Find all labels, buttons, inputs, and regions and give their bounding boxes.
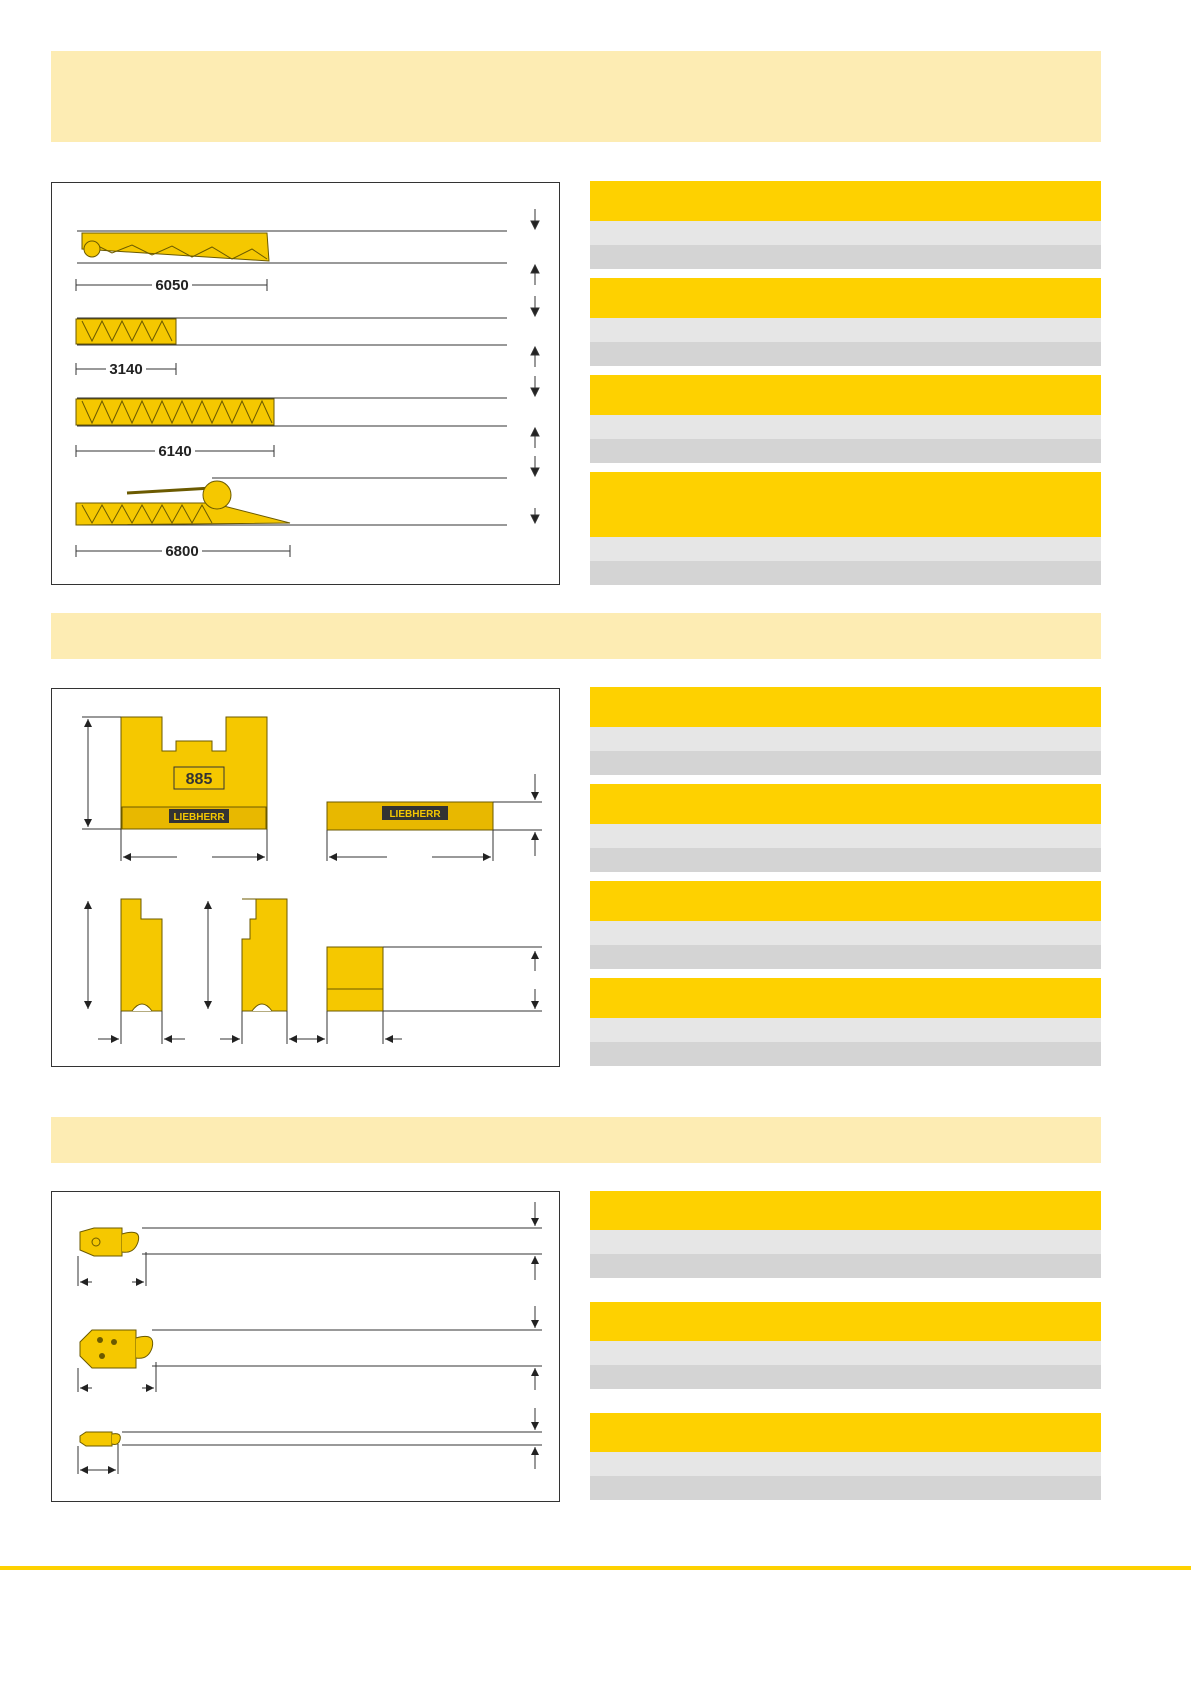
- hook-table-3-header: [590, 1413, 1101, 1452]
- hook-table-2-header: [590, 1302, 1101, 1341]
- boom-table-1-row-1: [590, 221, 1101, 245]
- counterweight-drawing-panel: [51, 688, 560, 1067]
- cw-table-3-row-2: [590, 945, 1101, 969]
- dim-6050: 6050: [155, 277, 189, 294]
- hook-block-drawing-panel: [51, 1191, 560, 1502]
- hook-block-small: [78, 1408, 542, 1474]
- cw-table-2-row-2: [590, 848, 1101, 872]
- cw-table-3-row-1: [590, 921, 1101, 945]
- hook-table-1-row-1: [590, 1230, 1101, 1254]
- hook-table-3-row-2: [590, 1476, 1101, 1500]
- cw-table-4-row-1: [590, 1018, 1101, 1042]
- dim-6800: 6800: [165, 543, 199, 560]
- counterweight-flat: [327, 774, 542, 861]
- counterweight-side-profiles: [84, 899, 542, 1044]
- cw-table-2-header: [590, 784, 1101, 824]
- hook-block-band: [51, 1117, 1101, 1163]
- hook-block-spec-tables: [590, 1191, 1101, 1500]
- boom-table-2-row-2: [590, 342, 1101, 366]
- boom-table-4-header: [590, 472, 1101, 537]
- boom-table-2-row-1: [590, 318, 1101, 342]
- boom-luffing-section: [76, 478, 507, 561]
- header-band: [51, 51, 1101, 142]
- cw-table-4-header: [590, 978, 1101, 1018]
- hook-table-2-row-2: [590, 1365, 1101, 1389]
- cw-table-1-row-1: [590, 727, 1101, 751]
- dim-3140: 3140: [109, 361, 143, 378]
- cw-table-1-header: [590, 687, 1101, 727]
- boom-spec-tables: [590, 181, 1101, 585]
- boom-table-4-row-2: [590, 561, 1101, 585]
- boom-table-4-row-1: [590, 537, 1101, 561]
- hook-table-1-row-2: [590, 1254, 1101, 1278]
- counterweight-band: [51, 613, 1101, 659]
- boom-drawing-panel: [51, 182, 560, 585]
- boom-intermediate-short: [76, 318, 507, 379]
- cw-table-4-row-2: [590, 1042, 1101, 1066]
- boom-table-1-header: [590, 181, 1101, 221]
- brand-logo-1: LIEBHERR: [173, 812, 225, 823]
- boom-table-1-row-2: [590, 245, 1101, 269]
- boom-table-3-header: [590, 375, 1101, 415]
- cw-table-1-row-2: [590, 751, 1101, 775]
- counterweight-carrier: [82, 717, 267, 861]
- footer-rule: [0, 1566, 1191, 1570]
- hook-table-2-row-1: [590, 1341, 1101, 1365]
- dim-6140: 6140: [158, 443, 192, 460]
- boom-table-2-header: [590, 278, 1101, 318]
- hook-block-medium: [78, 1306, 542, 1392]
- hook-table-3-row-1: [590, 1452, 1101, 1476]
- hook-table-1-header: [590, 1191, 1101, 1230]
- brand-logo-2: LIEBHERR: [389, 809, 441, 820]
- boom-table-3-row-2: [590, 439, 1101, 463]
- cw-table-2-row-1: [590, 824, 1101, 848]
- cw-table-3-header: [590, 881, 1101, 921]
- counterweight-number: 885: [185, 771, 213, 788]
- counterweight-spec-tables: [590, 687, 1101, 1066]
- boom-head-section: [76, 231, 507, 295]
- hook-block-large: [78, 1202, 542, 1286]
- boom-table-3-row-1: [590, 415, 1101, 439]
- boom-intermediate-long: [76, 398, 507, 461]
- height-arrows: [531, 209, 539, 523]
